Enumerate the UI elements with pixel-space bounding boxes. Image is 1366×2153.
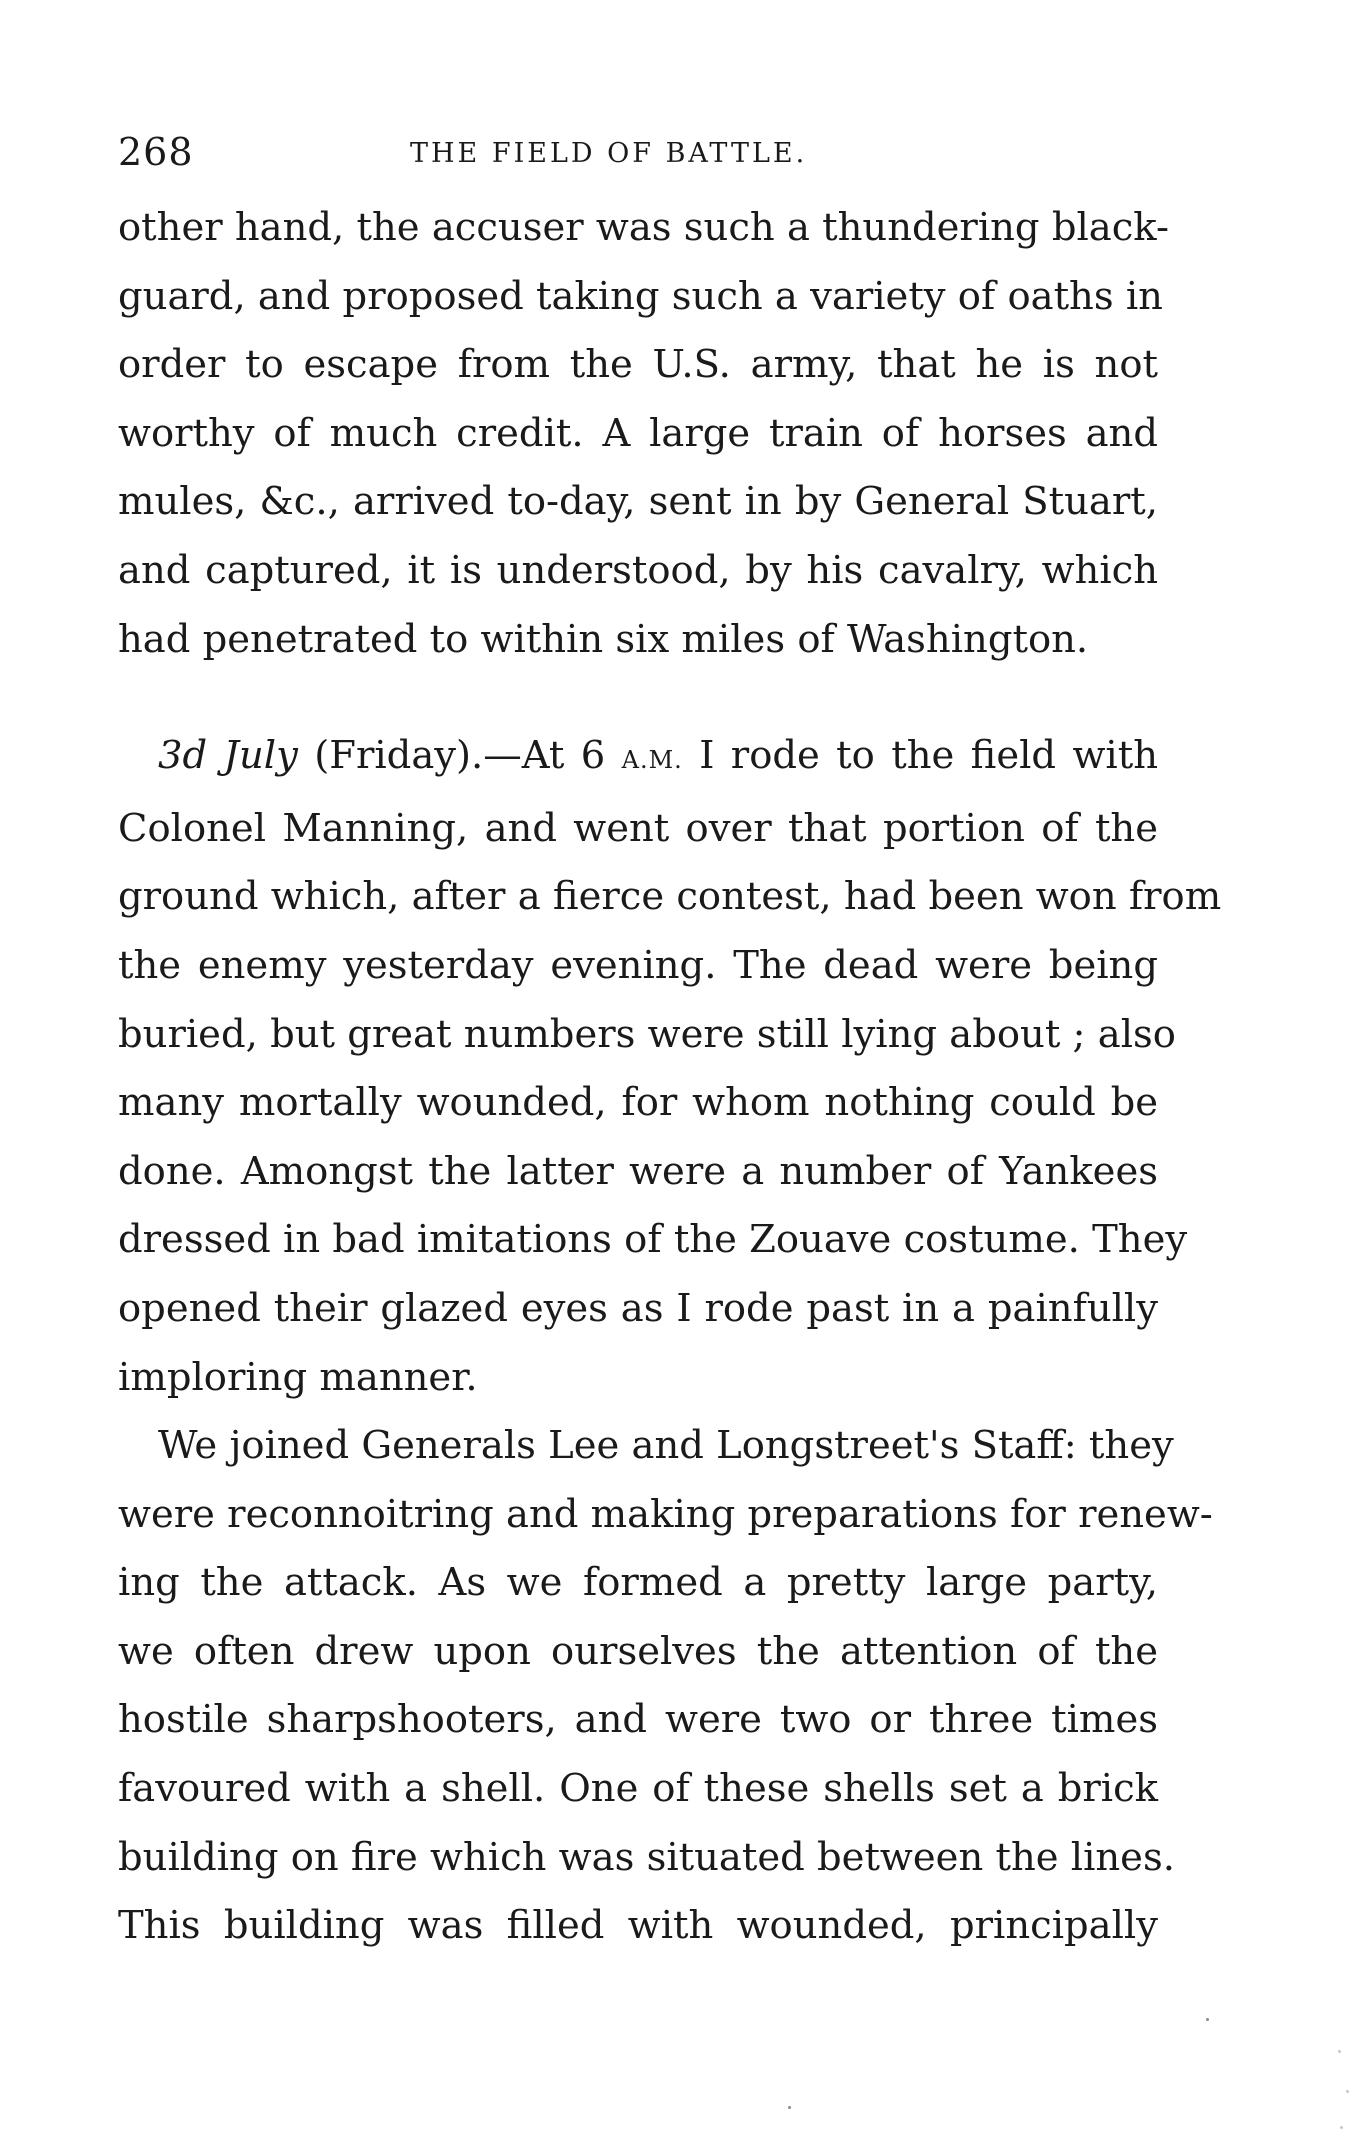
time-am: A.M. <box>621 746 683 775</box>
text-line: other hand, the accuser was such a thundering black- <box>118 205 1169 250</box>
book-page <box>118 130 1222 1961</box>
text-line: had penetrated to within six miles of Washington. <box>118 616 1089 662</box>
text-line: done. Amongst the latter were a number of Yankees <box>118 1148 1158 1194</box>
entry-date: 3d July <box>158 733 298 779</box>
text-line: ing the attack. As we formed a pretty large party, <box>118 1560 1158 1606</box>
paragraph-2 <box>118 722 1222 1412</box>
text-line: order to escape from the U.S. army, that he is not <box>118 342 1158 388</box>
text-line: dressed in bad imitations of the Zouave costume. They <box>118 1217 1188 1263</box>
text-line: building on fire which was situated between the lines. <box>118 1834 1175 1880</box>
text-line: favoured with a shell. One of these shells set a brick <box>118 1766 1158 1812</box>
text-line: This building was filled with wounded, principally <box>118 1903 1158 1949</box>
text-line: opened their glazed eyes as I rode past in a painfully <box>118 1285 1158 1331</box>
dateline <box>118 722 1158 795</box>
text-line: Colonel Manning, and went over that portion of the <box>118 805 1158 851</box>
paragraph-3 <box>118 1412 1213 1961</box>
scan-speck <box>788 2106 791 2109</box>
text-line: imploring manner. <box>118 1354 478 1400</box>
text-line: buried, but great numbers were still lying about ; also <box>118 1011 1176 1057</box>
text-line: the enemy yesterday evening. The dead were being <box>118 942 1158 988</box>
text-line: hostile sharpshooters, and were two or three times <box>118 1697 1158 1743</box>
page-number: 268 <box>118 130 194 174</box>
scan-speck <box>1340 2126 1343 2129</box>
scan-speck <box>1338 2050 1341 2053</box>
text-line: mules, &c., arrived to-day, sent in by General Stuart, <box>118 479 1158 525</box>
running-title: THE FIELD OF BATTLE. <box>410 138 808 169</box>
dateline-text: (Friday).—At 6 <box>314 733 622 779</box>
text-line: and captured, it is understood, by his cavalry, which <box>118 547 1158 593</box>
text-line: We joined Generals Lee and Longstreet's Staff: they <box>158 1423 1174 1469</box>
text-line: worthy of much credit. A large train of horses and <box>118 410 1158 456</box>
text-line: we often drew upon ourselves the attention of the <box>118 1628 1158 1674</box>
text-line: were reconnoitring and making preparations for renew- <box>118 1491 1213 1537</box>
scan-speck <box>1206 2018 1209 2021</box>
paragraph-1 <box>118 194 1169 674</box>
body-text <box>118 194 1222 1961</box>
running-head <box>118 130 1158 190</box>
dateline-tail: I rode to the field with <box>682 733 1158 779</box>
text-line: many mortally wounded, for whom nothing could be <box>118 1080 1158 1126</box>
text-line: guard, and proposed taking such a variety of oaths in <box>118 273 1163 319</box>
text-line: ground which, after a fierce contest, had been won from <box>118 874 1222 920</box>
scan-speck <box>1346 2090 1349 2093</box>
